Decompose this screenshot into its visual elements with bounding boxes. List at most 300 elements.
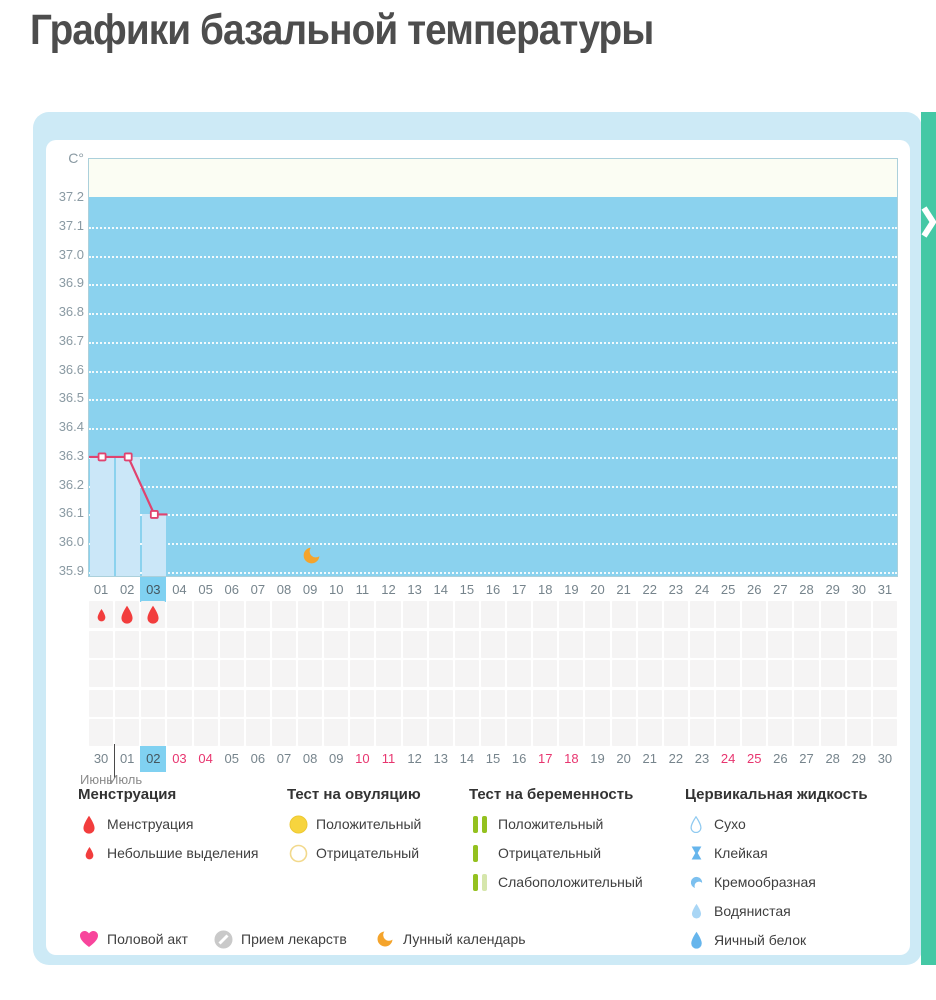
cycle-day-cell[interactable]: 12 xyxy=(381,582,396,597)
note-grid-cell xyxy=(768,601,792,628)
note-grid-cell xyxy=(612,719,636,746)
calendar-date-cell[interactable]: 30 xyxy=(877,751,893,766)
calendar-date-cell[interactable]: 28 xyxy=(825,751,840,766)
note-grid-cell xyxy=(298,601,322,628)
legend-item xyxy=(287,842,421,864)
calendar-date-cell[interactable]: 21 xyxy=(642,751,657,766)
calendar-date-cell[interactable]: 30 xyxy=(93,751,109,766)
y-axis-tick-label: 37.1 xyxy=(58,217,84,233)
note-grid-cell xyxy=(167,660,191,687)
note-grid-cell xyxy=(716,719,740,746)
legend-item-label: Менструация xyxy=(107,816,194,832)
calendar-date-cell[interactable]: 04 xyxy=(198,751,213,766)
lunar-calendar-icon xyxy=(374,929,396,949)
note-grid-cell xyxy=(638,690,662,717)
legend-item-label: Яичный белок xyxy=(714,932,807,948)
legend-item xyxy=(78,813,259,835)
temperature-point-marker[interactable] xyxy=(151,511,158,518)
note-grid-cell xyxy=(533,601,557,628)
legend-items xyxy=(469,813,643,893)
plot-area xyxy=(88,158,898,577)
legend-footer-item xyxy=(374,928,526,950)
cycle-day-cell[interactable]: 08 xyxy=(276,582,292,597)
note-grid-cell xyxy=(664,719,688,746)
note-grid-cell xyxy=(220,601,244,628)
note-grid-cell xyxy=(376,601,400,628)
note-grid-cell xyxy=(690,660,714,687)
legend-item-label: Лунный календарь xyxy=(403,931,526,947)
cycle-day-cell[interactable]: 20 xyxy=(590,582,605,597)
medication-icon xyxy=(212,930,234,949)
note-grid-cell xyxy=(533,631,557,658)
note-grid-cell xyxy=(246,601,270,628)
note-grid-cell xyxy=(272,601,296,628)
cycle-day-cell[interactable]: 09 xyxy=(302,582,318,597)
note-grid-cell xyxy=(220,660,244,687)
cycle-day-cell[interactable]: 16 xyxy=(485,582,501,597)
note-grid-cell xyxy=(246,631,270,658)
note-grid-cell xyxy=(350,690,374,717)
legend-section-title: Тест на овуляцию xyxy=(287,786,421,803)
note-grid-cell xyxy=(376,719,400,746)
calendar-date-cell[interactable]: 23 xyxy=(694,751,710,766)
note-grid-cell xyxy=(298,690,322,717)
note-grid-cell xyxy=(220,690,244,717)
note-grid-cell xyxy=(272,660,296,687)
legend-item-label: Кремообразная xyxy=(714,874,816,890)
legend-section xyxy=(469,786,643,900)
note-grid-cell xyxy=(690,719,714,746)
note-grid-cell xyxy=(873,719,897,746)
y-axis-tick-label: 35.9 xyxy=(58,563,84,578)
calendar-date-cell[interactable]: 22 xyxy=(668,751,684,766)
note-grid-cell xyxy=(821,631,845,658)
note-grid-cell xyxy=(821,719,845,746)
note-grid-cell xyxy=(847,660,871,687)
legend-items xyxy=(78,813,259,864)
fluid-dry-icon xyxy=(685,816,707,833)
note-grid-cell xyxy=(794,719,818,746)
cycle-day-cell[interactable]: 18 xyxy=(538,582,553,597)
note-grid-cell xyxy=(612,690,636,717)
temperature-point-marker[interactable] xyxy=(99,453,106,460)
note-grid-cell xyxy=(403,719,427,746)
note-grid-cell xyxy=(246,660,270,687)
note-grid-cell xyxy=(794,660,818,687)
note-grid-cell xyxy=(847,690,871,717)
menstruation-large-drop-icon xyxy=(78,815,100,834)
cycle-day-cell[interactable]: 29 xyxy=(825,582,840,597)
note-grid-cell xyxy=(89,690,113,717)
calendar-date-cell[interactable]: 09 xyxy=(328,751,344,766)
note-grid-cell xyxy=(481,690,505,717)
note-grid-cell xyxy=(873,660,897,687)
note-grid-cell xyxy=(638,660,662,687)
month-label: Июнь xyxy=(80,772,114,787)
note-grid-cell xyxy=(585,631,609,658)
note-grid-cell xyxy=(429,690,453,717)
legend-section xyxy=(78,786,259,871)
note-grid-cell xyxy=(716,601,740,628)
legend-item xyxy=(287,813,421,835)
note-grid-cell xyxy=(167,631,191,658)
note-grid-cell xyxy=(455,719,479,746)
note-grid-cell xyxy=(220,631,244,658)
note-grid-cell xyxy=(376,631,400,658)
next-chart-panel[interactable] xyxy=(921,112,936,965)
note-grid-cell xyxy=(664,690,688,717)
note-grid-cell xyxy=(298,631,322,658)
menstruation-large-drop-icon xyxy=(145,605,161,629)
legend-item-label: Отрицательный xyxy=(316,845,420,861)
note-grid-cell xyxy=(507,660,531,687)
note-grid-cell xyxy=(376,690,400,717)
legend-item xyxy=(685,929,868,951)
legend-footer-item xyxy=(78,928,188,950)
note-grid-cell xyxy=(324,690,348,717)
y-axis-tick-label: 36.6 xyxy=(58,361,84,377)
note-grid-cell xyxy=(376,660,400,687)
note-grid-cell xyxy=(585,719,609,746)
note-grid-cell xyxy=(873,631,897,658)
cycle-day-cell[interactable]: 03 xyxy=(140,577,166,602)
note-grid-cell xyxy=(690,631,714,658)
note-grid-cell xyxy=(847,631,871,658)
legend-item xyxy=(685,813,868,835)
cycle-day-cell[interactable]: 17 xyxy=(511,582,527,597)
page-title: Графики базальной температуры xyxy=(30,6,654,54)
cycle-day-cell[interactable]: 06 xyxy=(224,582,239,597)
chevron-right-icon[interactable] xyxy=(921,200,936,244)
note-grid-cell xyxy=(559,690,583,717)
calendar-date-cell[interactable]: 29 xyxy=(851,751,867,766)
legend-item-label: Водянистая xyxy=(714,903,791,919)
note-grid-cell xyxy=(794,690,818,717)
y-axis-tick-label: 36.3 xyxy=(58,447,84,463)
fluid-creamy-icon xyxy=(685,875,707,890)
note-grid-cell xyxy=(638,601,662,628)
note-grid-cell xyxy=(350,631,374,658)
calendar-date-cell[interactable]: 25 xyxy=(747,751,762,766)
cycle-day-cell[interactable]: 22 xyxy=(642,582,657,597)
note-grid-cell xyxy=(559,719,583,746)
cycle-day-cell[interactable]: 13 xyxy=(407,582,422,597)
y-axis-tick-label: 36.2 xyxy=(58,476,84,492)
note-grid-cell xyxy=(742,719,766,746)
note-grid-cell xyxy=(533,719,557,746)
note-grid-cell xyxy=(742,601,766,628)
cycle-day-cell[interactable]: 04 xyxy=(172,582,187,597)
legend-item-label: Клейкая xyxy=(714,845,768,861)
legend-items xyxy=(287,813,421,864)
note-grid-cell xyxy=(324,631,348,658)
note-grid-cell xyxy=(664,631,688,658)
note-grid-cell xyxy=(873,601,897,628)
calendar-date-cell[interactable]: 03 xyxy=(172,751,187,766)
cycle-day-cell[interactable]: 21 xyxy=(616,582,631,597)
cycle-day-cell[interactable]: 19 xyxy=(564,582,579,597)
menstruation-large-drop-icon xyxy=(119,605,135,629)
legend-item-label: Положительный xyxy=(498,816,604,832)
note-grid-cell xyxy=(403,660,427,687)
note-grid-cell xyxy=(298,719,322,746)
cycle-day-cell[interactable]: 26 xyxy=(747,582,762,597)
note-grid-cell xyxy=(768,719,792,746)
note-grid-cell xyxy=(167,601,191,628)
note-grid-cell xyxy=(403,601,427,628)
cycle-day-cell[interactable]: 30 xyxy=(851,582,867,597)
legend-items xyxy=(685,813,868,951)
note-grid-cell xyxy=(455,660,479,687)
legend-item xyxy=(685,900,868,922)
note-grid-cell xyxy=(794,601,818,628)
note-grid-cell xyxy=(89,660,113,687)
legend-item xyxy=(469,813,643,835)
note-grid-cell xyxy=(768,690,792,717)
note-grid-cell xyxy=(507,601,531,628)
note-grid-cell xyxy=(612,660,636,687)
note-grid-cell xyxy=(821,660,845,687)
cycle-day-cell[interactable]: 31 xyxy=(877,582,893,597)
y-axis-tick-label: 36.7 xyxy=(58,332,84,348)
ovulation-positive-icon xyxy=(287,815,309,834)
note-grid-cell xyxy=(690,601,714,628)
note-grid-cell xyxy=(167,719,191,746)
cycle-day-cell[interactable]: 23 xyxy=(668,582,684,597)
note-grid-cell xyxy=(742,631,766,658)
cycle-day-cell[interactable]: 07 xyxy=(250,582,266,597)
note-grid-cell xyxy=(115,660,139,687)
legend-item-label: Половой акт xyxy=(107,931,188,947)
note-grid-cell xyxy=(429,631,453,658)
note-grid-cell xyxy=(559,631,583,658)
note-grid-cell xyxy=(89,631,113,658)
note-grid-cell xyxy=(873,690,897,717)
note-grid-cell xyxy=(664,660,688,687)
note-grid-cell xyxy=(194,631,218,658)
y-axis-unit-label: C° xyxy=(68,150,84,166)
note-grid-cell xyxy=(298,660,322,687)
note-grid-cell xyxy=(768,631,792,658)
cycle-day-cell[interactable]: 25 xyxy=(720,582,736,597)
calendar-date-cell[interactable]: 07 xyxy=(276,751,292,766)
legend-section-title: Цервикальная жидкость xyxy=(685,786,868,803)
y-axis-tick-label: 36.8 xyxy=(58,304,84,320)
note-grid-cell xyxy=(585,690,609,717)
note-grid-cell xyxy=(559,601,583,628)
calendar-date-cell[interactable]: 24 xyxy=(720,751,736,766)
note-grid-cell xyxy=(481,660,505,687)
lunar-calendar-icon xyxy=(301,545,322,571)
menstruation-small-drop-icon xyxy=(78,846,100,860)
legend-item xyxy=(469,842,643,864)
note-grid-cell xyxy=(481,601,505,628)
temperature-line xyxy=(89,159,898,577)
note-grid-cell xyxy=(533,660,557,687)
pregnancy-negative-icon xyxy=(469,844,491,863)
calendar-date-cell[interactable]: 01 xyxy=(119,751,135,766)
note-grid-cell xyxy=(794,631,818,658)
menstruation-small-drop-icon xyxy=(96,608,107,627)
note-grid-cell xyxy=(821,690,845,717)
cycle-day-cell[interactable]: 01 xyxy=(93,582,109,597)
note-grid-cell xyxy=(742,660,766,687)
legend-section-title: Тест на беременность xyxy=(469,786,634,803)
note-grid-cell xyxy=(847,601,871,628)
cycle-day-cell[interactable]: 05 xyxy=(198,582,213,597)
calendar-date-cell[interactable]: 16 xyxy=(511,751,527,766)
note-grid-cell xyxy=(429,660,453,687)
calendar-date-cell[interactable]: 17 xyxy=(538,751,553,766)
note-grid-cell xyxy=(220,719,244,746)
legend-item xyxy=(685,842,868,864)
legend-section-title: Менструация xyxy=(78,786,177,803)
note-grid-cell xyxy=(559,660,583,687)
legend-item xyxy=(78,842,259,864)
note-grid-cell xyxy=(821,601,845,628)
calendar-date-cell[interactable]: 05 xyxy=(224,751,239,766)
note-grid-cell xyxy=(167,690,191,717)
legend-item-label: Сухо xyxy=(714,816,746,832)
y-axis-tick-label: 37.0 xyxy=(58,246,84,262)
calendar-date-cell[interactable]: 06 xyxy=(250,751,266,766)
note-grid-cell xyxy=(141,631,165,658)
y-axis-tick-label: 36.1 xyxy=(58,505,84,521)
legend-item-label: Прием лекарств xyxy=(241,931,347,947)
cycle-day-cell[interactable]: 15 xyxy=(459,582,475,597)
cycle-day-cell[interactable]: 28 xyxy=(799,582,814,597)
note-grid-cell xyxy=(194,660,218,687)
note-grid-cell xyxy=(350,660,374,687)
y-axis-tick-label: 36.5 xyxy=(58,390,84,406)
note-grid-cell xyxy=(716,660,740,687)
y-axis-tick-label: 36.9 xyxy=(58,275,84,291)
note-grid-cell xyxy=(246,690,270,717)
fluid-sticky-icon xyxy=(685,845,707,861)
calendar-date-cell[interactable]: 19 xyxy=(590,751,605,766)
note-grid-cell xyxy=(716,690,740,717)
y-axis-tick-label: 36.0 xyxy=(58,534,84,550)
cycle-day-cell[interactable]: 11 xyxy=(355,582,370,597)
temperature-point-marker[interactable] xyxy=(125,453,132,460)
note-grid-cell xyxy=(403,631,427,658)
legend-section xyxy=(685,786,868,958)
calendar-date-cell[interactable]: 15 xyxy=(485,751,501,766)
note-grid-cell xyxy=(141,719,165,746)
legend-item-label: Отрицательный xyxy=(498,845,602,861)
note-grid-cell xyxy=(194,601,218,628)
note-grid-cell xyxy=(638,631,662,658)
note-grid-cell xyxy=(141,690,165,717)
calendar-date-cell[interactable]: 08 xyxy=(302,751,318,766)
y-axis-tick-label: 37.2 xyxy=(58,189,84,204)
note-grid-cell xyxy=(429,601,453,628)
note-grid-cell xyxy=(481,719,505,746)
legend-footer-item xyxy=(212,928,347,950)
note-grid-cell xyxy=(403,690,427,717)
cycle-day-cell[interactable]: 14 xyxy=(433,582,448,597)
calendar-date-cell[interactable]: 18 xyxy=(564,751,579,766)
fluid-eggwhite-icon xyxy=(685,931,707,949)
note-grid-cell xyxy=(350,719,374,746)
ovulation-negative-icon xyxy=(287,844,309,863)
note-grid-cell xyxy=(115,631,139,658)
note-grid-cell xyxy=(194,719,218,746)
note-grid-cell xyxy=(272,631,296,658)
note-grid-cell xyxy=(847,719,871,746)
legend-item-label: Слабоположительный xyxy=(498,874,643,890)
note-grid-cell xyxy=(115,719,139,746)
note-grid-cell xyxy=(324,660,348,687)
note-grid-cell xyxy=(89,719,113,746)
note-grid-cell xyxy=(742,690,766,717)
calendar-date-cell[interactable]: 12 xyxy=(407,751,422,766)
note-grid-cell xyxy=(716,631,740,658)
note-grid-cell xyxy=(272,690,296,717)
note-grid-cell xyxy=(612,631,636,658)
cycle-day-cell[interactable]: 27 xyxy=(773,582,788,597)
note-grid-cell xyxy=(533,690,557,717)
note-grid-cell xyxy=(141,660,165,687)
legend-item xyxy=(685,871,868,893)
calendar-date-cell[interactable]: 02 xyxy=(140,746,166,772)
calendar-date-cell[interactable]: 27 xyxy=(799,751,814,766)
calendar-date-cell[interactable]: 14 xyxy=(459,751,475,766)
note-grid-cell xyxy=(324,719,348,746)
note-grid-cell xyxy=(272,719,296,746)
legend-section xyxy=(287,786,421,871)
note-grid-cell xyxy=(115,690,139,717)
cycle-day-cell[interactable]: 10 xyxy=(328,582,344,597)
note-grid-cell xyxy=(194,690,218,717)
calendar-date-cell[interactable]: 26 xyxy=(773,751,788,766)
legend-item-label: Небольшие выделения xyxy=(107,845,259,861)
note-grid-cell xyxy=(638,719,662,746)
legend-item xyxy=(469,871,643,893)
note-grid-cell xyxy=(585,601,609,628)
note-grid-cell xyxy=(612,601,636,628)
cycle-day-cell[interactable]: 24 xyxy=(694,582,710,597)
note-grid-cell xyxy=(455,690,479,717)
note-grid-cell xyxy=(246,719,270,746)
fluid-watery-icon xyxy=(685,903,707,919)
note-grid-cell xyxy=(324,601,348,628)
note-grid-cell xyxy=(455,601,479,628)
note-grid-cell xyxy=(690,690,714,717)
intercourse-heart-icon xyxy=(78,930,100,948)
calendar-date-cell[interactable]: 13 xyxy=(433,751,448,766)
note-grid-cell xyxy=(507,719,531,746)
legend-item-label: Положительный xyxy=(316,816,422,832)
calendar-date-cell[interactable]: 10 xyxy=(355,751,370,766)
y-axis-tick-label: 36.4 xyxy=(58,419,84,435)
note-grid-cell xyxy=(507,631,531,658)
note-grid-cell xyxy=(585,660,609,687)
note-grid-cell xyxy=(455,631,479,658)
note-grid-cell xyxy=(481,631,505,658)
note-grid-cell xyxy=(507,690,531,717)
note-grid-cell xyxy=(429,719,453,746)
calendar-date-cell[interactable]: 11 xyxy=(381,751,396,766)
pregnancy-weak-positive-icon xyxy=(469,873,491,892)
note-grid-cell xyxy=(664,601,688,628)
calendar-date-cell[interactable]: 20 xyxy=(616,751,631,766)
chart-card xyxy=(46,140,910,955)
cycle-day-cell[interactable]: 02 xyxy=(119,582,135,597)
note-grid-cell xyxy=(350,601,374,628)
pregnancy-positive-icon xyxy=(469,815,491,834)
note-grid-cell xyxy=(768,660,792,687)
